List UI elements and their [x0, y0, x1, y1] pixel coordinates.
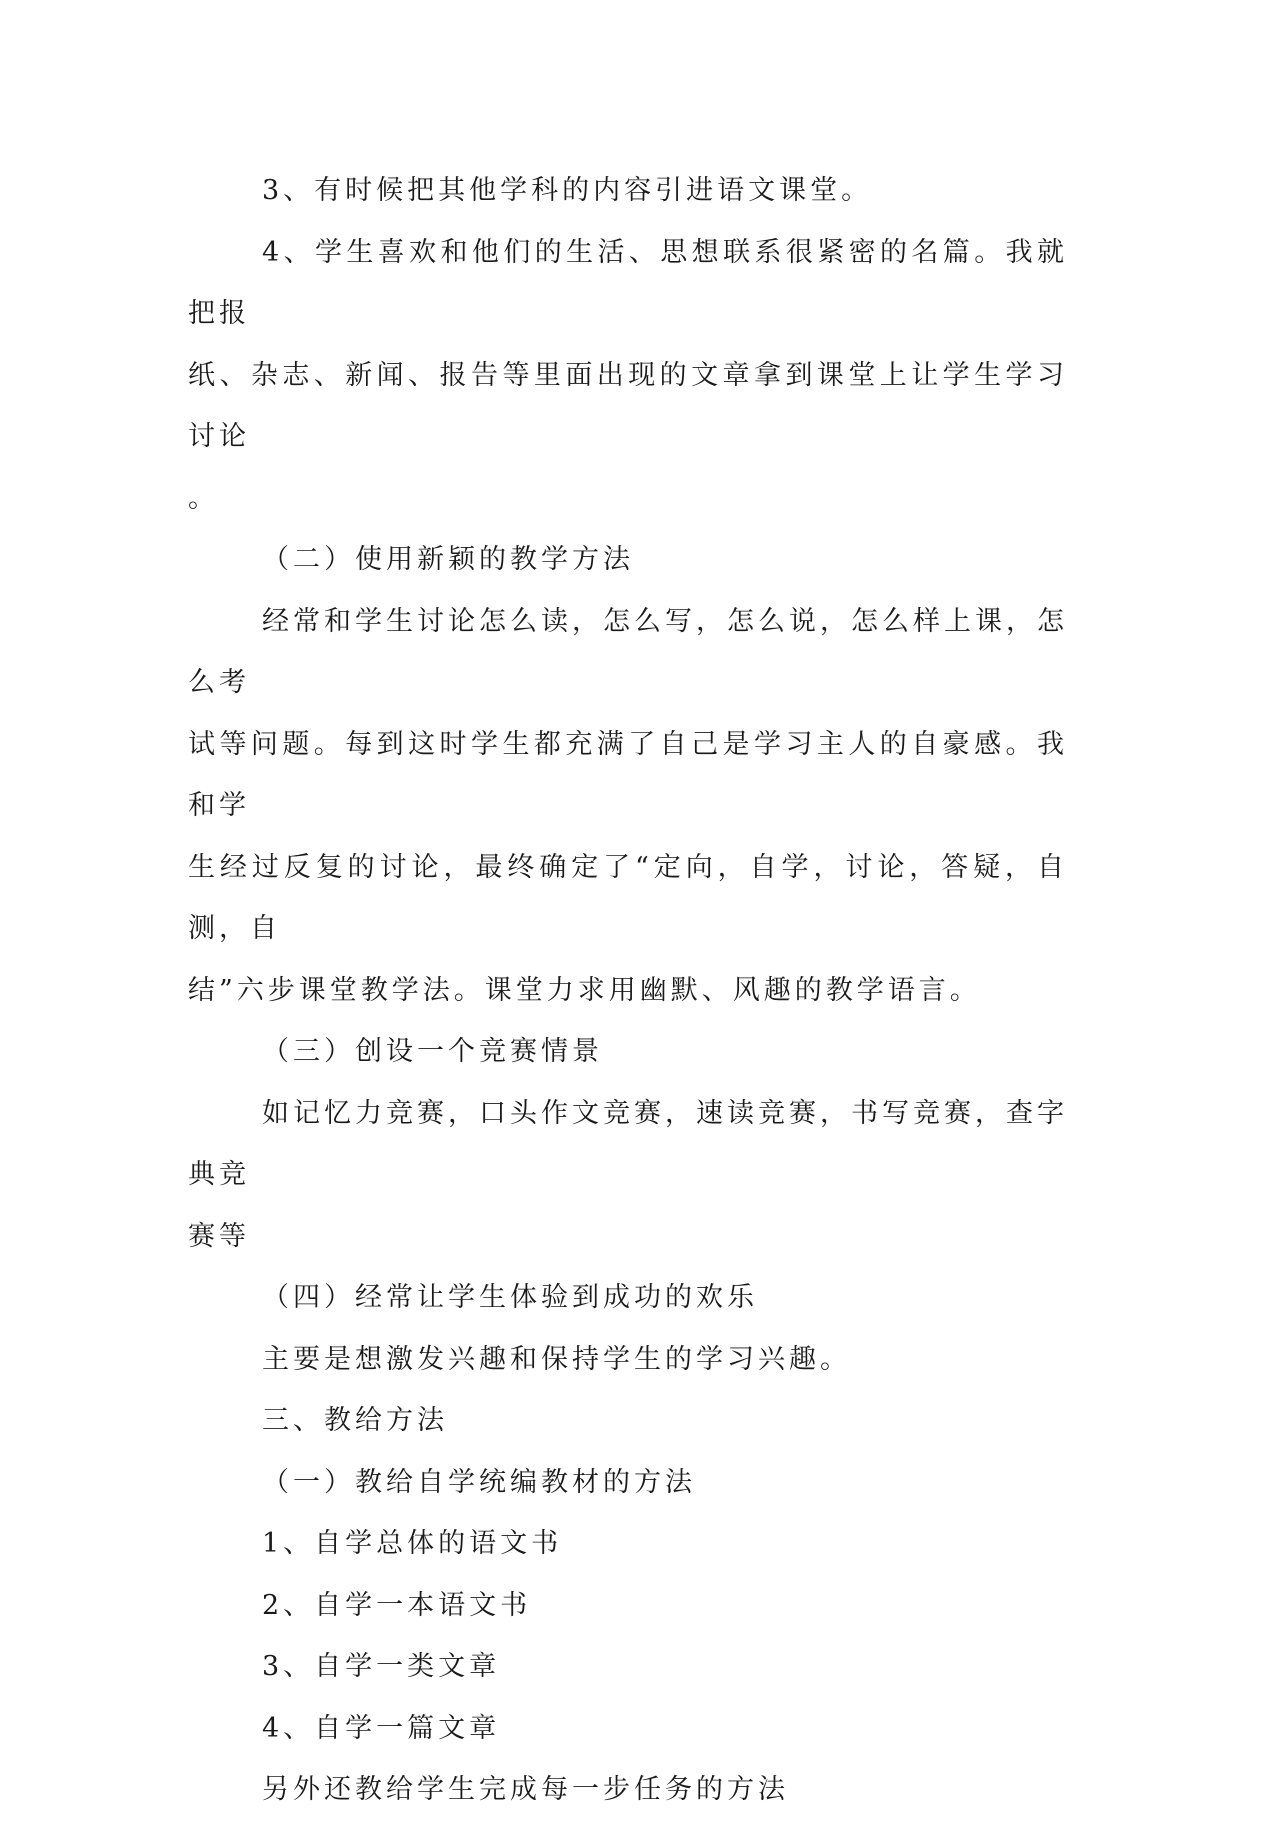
text-line: 三、教给方法	[262, 1405, 448, 1436]
paragraph-discussion	[188, 591, 1068, 1022]
paragraph-competition-examples	[188, 1083, 1068, 1268]
text-line: 纸、杂志、新闻、报告等里面出现的文章拿到课堂上让学生学习讨论	[188, 359, 1068, 452]
section-heading-teach-methods	[188, 1390, 1068, 1452]
text-line: 经常和学生讨论怎么读，怎么写，怎么说，怎么样上课，怎么考	[188, 605, 1068, 698]
text-line: 4、自学一篇文章	[262, 1712, 501, 1744]
text-line: 另外还教给学生完成每一步任务的方法	[262, 1774, 789, 1805]
section-heading-competition	[188, 1021, 1068, 1083]
paragraph-interest	[188, 1329, 1068, 1391]
text-line: （四）经常让学生体验到成功的欢乐	[262, 1282, 758, 1313]
text-line: 结”六步课堂教学法。课堂力求用幽默、风趣的教学语言。	[188, 974, 981, 1006]
text-line: 赛等	[188, 1220, 250, 1252]
list-item	[188, 1698, 1068, 1760]
section-heading-success	[188, 1267, 1068, 1329]
list-item	[188, 1513, 1068, 1575]
text-line: 1、自学总体的语文书	[262, 1528, 563, 1559]
paragraph-item-4	[188, 222, 1068, 530]
text-line: 。	[188, 482, 219, 514]
text-line: 主要是想激发兴趣和保持学生的学习兴趣。	[262, 1343, 851, 1375]
section-heading-new-methods	[188, 529, 1068, 591]
text-line: 4、学生喜欢和他们的生活、思想联系很紧密的名篇。我就把报	[188, 236, 1068, 329]
text-line: 3、自学一类文章	[262, 1651, 501, 1682]
text-line: 3、有时候把其他学科的内容引进语文课堂。	[262, 175, 873, 206]
list-item	[188, 1575, 1068, 1637]
text-line: 试等问题。每到这时学生都充满了自己是学习主人的自豪感。我和学	[188, 728, 1068, 821]
list-item	[188, 1636, 1068, 1698]
text-line: （三）创设一个竞赛情景	[262, 1036, 603, 1067]
paragraph-closing	[188, 1759, 1068, 1821]
text-line: 生经过反复的讨论，最终确定了“定向，自学，讨论，答疑，自测，自	[188, 851, 1068, 944]
text-line: 2、自学一本语文书	[262, 1589, 532, 1621]
paragraph-item-3	[188, 160, 1068, 222]
text-line: （一）教给自学统编教材的方法	[262, 1466, 696, 1498]
subsection-heading-self-study	[188, 1452, 1068, 1514]
text-line: （二）使用新颖的教学方法	[262, 544, 634, 575]
text-line: 如记忆力竞赛，口头作文竞赛，速读竞赛，书写竞赛，查字典竞	[188, 1097, 1068, 1190]
document-body	[188, 160, 1068, 1821]
